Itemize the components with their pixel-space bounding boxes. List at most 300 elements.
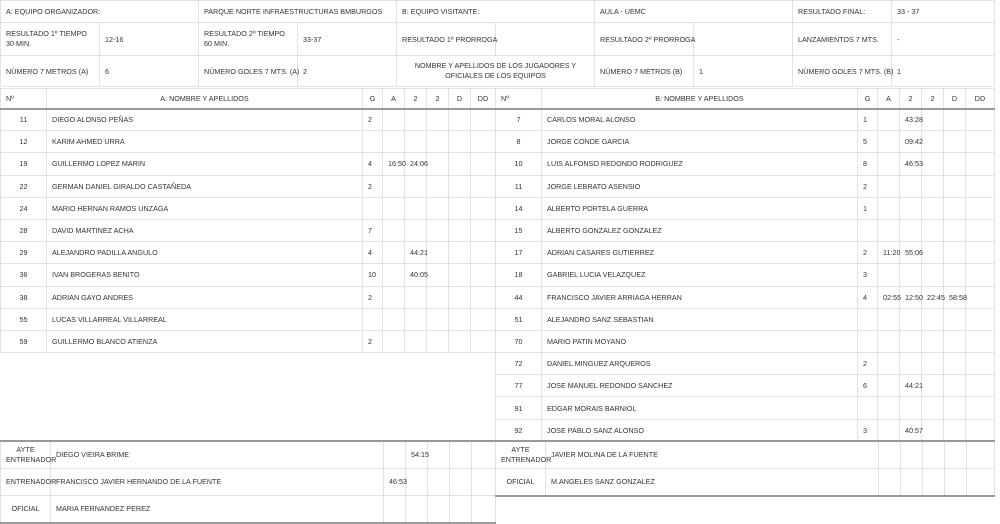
suspension2-time [922,419,944,441]
team-b-goals-header: G [858,89,878,109]
suspension1-time [405,286,427,308]
player-row [496,419,995,441]
team-a-players-table [0,88,496,353]
team-a-dq-report-header: DD [471,89,496,109]
player-name: KARIM AHMED URRA [47,131,363,153]
suspension2-time [922,131,944,153]
disqualification-time [449,219,471,241]
player-row [496,330,995,352]
official-name: FRANCISCO JAVIER HERNANDO DE LA FUENTE [51,468,384,495]
suspension2-time [922,353,944,375]
team-b-rows [496,109,995,442]
warning-time: 02:55 [878,286,900,308]
dq-report-time [966,419,995,441]
official-blank-cell [967,468,995,495]
player-name: GABRIEL LUCIA VELAZQUEZ [542,264,858,286]
player-row [1,330,496,352]
dq-report-time [471,286,496,308]
goals [363,197,383,219]
player-number: 70 [496,330,542,352]
goals: 2 [858,242,878,264]
suspension2-time [427,308,449,330]
warning-time [383,175,405,197]
official-warning-time [384,496,406,523]
goals: 8 [858,153,878,175]
player-row [1,308,496,330]
suspension2-time [427,330,449,352]
player-number: 29 [1,242,47,264]
player-name: LUCAS VILLARREAL VILLARREAL [47,308,363,330]
team-a-disqualification-header: D [449,89,471,109]
official-role: OFICIAL [496,468,546,495]
player-name: ALEJANDRO PADILLA ANGULO [47,242,363,264]
player-row [1,131,496,153]
disqualification-time [944,109,966,131]
official-warning-time [879,441,901,468]
suspension1-time: 44:21 [405,242,427,264]
goals: 2 [858,353,878,375]
summary-row-results [1,23,995,56]
player-number: 24 [1,197,47,219]
team-b-name-header: B: NOMBRE Y APELLIDOS [542,89,858,109]
player-number: 18 [496,264,542,286]
warning-time [383,286,405,308]
team-b-suspension1-header: 2 [900,89,922,109]
suspension1-time [900,308,922,330]
official-blank-cell [472,496,496,523]
suspension2-time [427,109,449,131]
player-row [496,242,995,264]
dq-report-time [966,397,995,419]
player-row [1,264,496,286]
official-role: AYTE ENTRENADOR [496,441,546,468]
suspension2-time [427,219,449,241]
player-row [496,109,995,131]
dq-report-time [471,109,496,131]
warning-time [878,219,900,241]
warning-time [878,109,900,131]
team-a-officials [1,441,496,523]
warning-time: 11:20 [878,242,900,264]
suspension1-time [900,397,922,419]
goals: 6 [858,375,878,397]
seven-meter-goals-b-label: NÚMERO GOLES 7 MTS. (B) [793,56,892,87]
warning-time [383,219,405,241]
goals: 2 [858,175,878,197]
suspension1-time [405,175,427,197]
official-name: DIEGO VIEIRA BRIME [51,441,384,468]
suspension2-time [427,153,449,175]
disqualification-time [449,197,471,219]
suspension2-time [427,264,449,286]
player-row [1,219,496,241]
suspension1-time: 55:06 [900,242,922,264]
seven-meter-throws-label: LANZAMIENTOS 7 MTS. [793,23,892,56]
suspension1-time: 44:21 [900,375,922,397]
player-name: JORGE CONDE GARCIA [542,131,858,153]
suspension2-time [922,397,944,419]
suspension1-time [405,131,427,153]
dq-report-time [471,242,496,264]
second-overtime-label: RESULTADO 2º PRORROGA [595,23,694,56]
player-row [1,153,496,175]
warning-time [878,375,900,397]
suspension2-time [922,197,944,219]
suspension1-time [405,197,427,219]
player-name: GERMAN DANIEL GIRALDO CASTAÑEDA [47,175,363,197]
suspension2-time [427,286,449,308]
dq-report-time [966,375,995,397]
player-name: ALEJANDRO SANZ SEBASTIAN [542,308,858,330]
warning-time [878,308,900,330]
dq-report-time [471,308,496,330]
suspension2-time [922,264,944,286]
suspension2-time: 22:45 [922,286,944,308]
suspension1-time: 09:42 [900,131,922,153]
official-blank-cell [472,441,496,468]
player-row [496,131,995,153]
disqualification-time [944,264,966,286]
goals: 2 [363,175,383,197]
player-name: DAVID MARTINEZ ACHA [47,219,363,241]
second-half-label: RESULTADO 2º TIEMPO 60 MIN. [199,23,298,56]
warning-time [878,264,900,286]
team-b-suspension2-header: 2 [922,89,944,109]
suspension1-time [405,109,427,131]
team-a-goals-header: G [363,89,383,109]
final-result-label: RESULTADO FINAL: [793,1,892,23]
seven-meter-goals-a-label: NÚMERO GOLES 7 MTS. (A) [199,56,298,87]
team-a-name-header: A: NOMBRE Y APELLIDOS [47,89,363,109]
dq-report-time [966,330,995,352]
suspension2-time [922,175,944,197]
player-number: 72 [496,353,542,375]
goals: 2 [363,330,383,352]
suspension1-time: 40:57 [900,419,922,441]
suspension2-time [427,175,449,197]
warning-time [383,109,405,131]
player-number: 77 [496,375,542,397]
dq-report-time [471,330,496,352]
player-name: DIEGO ALONSO PEÑAS [47,109,363,131]
disqualification-time [449,286,471,308]
official-row [496,468,995,495]
official-warning-time [384,441,406,468]
player-name: MARIO HERNAN RAMOS UNZAGA [47,197,363,219]
goals: 1 [858,109,878,131]
player-number: 51 [496,308,542,330]
team-b-officials [496,441,995,496]
warning-time [383,131,405,153]
player-name: CARLOS MORAL ALONSO [542,109,858,131]
official-name: JAVIER MOLINA DE LA FUENTE [546,441,879,468]
official-row [1,468,496,495]
seven-meters-a-value: 6 [100,56,199,87]
seven-meter-throws-value: - [892,23,995,56]
team-a-officials-table [0,440,496,524]
warning-time [383,264,405,286]
dq-report-time [471,153,496,175]
player-name: JOSE MANUEL REDONDO SANCHEZ [542,375,858,397]
official-warning-time [879,468,901,495]
player-row [496,264,995,286]
disqualification-time [944,397,966,419]
warning-time [878,131,900,153]
player-row [496,353,995,375]
suspension2-time [922,308,944,330]
player-number: 59 [1,330,47,352]
dq-report-time [966,353,995,375]
disqualification-time [449,242,471,264]
team-a-warning-header: A [383,89,405,109]
dq-report-time [966,308,995,330]
goals: 4 [363,153,383,175]
suspension2-time [427,242,449,264]
official-suspension-time [901,468,923,495]
visitor-team: AULA - UEMC [595,1,793,23]
second-overtime-value [694,23,793,56]
disqualification-time [944,175,966,197]
official-role: AYTE ENTRENADOR [1,441,51,468]
seven-meters-b-label: NÚMERO 7 METROS (B) [595,56,694,87]
goals: 7 [363,219,383,241]
official-disqualification-time [450,468,472,495]
player-row [496,397,995,419]
official-suspension-time [901,441,923,468]
second-half-value: 33-37 [298,23,397,56]
player-name: ADRIAN GAYO ANDRES [47,286,363,308]
goals [363,308,383,330]
seven-meters-b-value: 1 [694,56,793,87]
official-warning-time: 46:53 [384,468,406,495]
suspension1-time [405,330,427,352]
player-row [496,375,995,397]
team-a-rows [1,109,496,353]
player-number: 55 [1,308,47,330]
player-name: GUILLERMO BLANCO ATIENZA [47,330,363,352]
suspension1-time [405,308,427,330]
goals [363,131,383,153]
official-row [1,441,496,468]
warning-time [383,197,405,219]
official-role: OFICIAL [1,496,51,523]
suspension1-time [900,219,922,241]
disqualification-time [944,219,966,241]
player-name: MARIO PATIN MOYANO [542,330,858,352]
goals: 2 [363,109,383,131]
goals: 3 [858,419,878,441]
player-row [1,286,496,308]
player-name: GUILLERMO LOPEZ MARIN [47,153,363,175]
goals: 3 [858,264,878,286]
seven-meter-goals-b-value: 1 [892,56,995,87]
official-suspension-time [406,496,428,523]
suspension1-time [900,353,922,375]
disqualification-time [449,131,471,153]
disqualification-time [449,308,471,330]
dq-report-time [966,197,995,219]
official-suspension2-time [923,441,945,468]
team-b-header-row [496,89,995,109]
player-number: 91 [496,397,542,419]
warning-time [878,175,900,197]
disqualification-time [944,242,966,264]
player-name: IVAN BROGERAS BENITO [47,264,363,286]
team-b-dq-report-header: DD [966,89,995,109]
player-number: 36 [1,264,47,286]
disqualification-time [944,330,966,352]
warning-time [383,308,405,330]
official-name: M.ANGELES SANZ GONZALEZ [546,468,879,495]
team-b-warning-header: A [878,89,900,109]
suspension2-time [922,219,944,241]
player-row [1,242,496,264]
player-name: EDGAR MORAIS BARNIOL [542,397,858,419]
dq-report-time [966,153,995,175]
dq-report-time [471,175,496,197]
goals: 5 [858,131,878,153]
dq-report-time [966,109,995,131]
official-role: ENTRENADOR [1,468,51,495]
player-name: ALBERTO PORTELA GUERRA [542,197,858,219]
suspension1-time [900,330,922,352]
goals [858,308,878,330]
player-number: 14 [496,197,542,219]
player-number: 10 [496,153,542,175]
player-name: FRANCISCO JAVIER ARRIAGA HERRAN [542,286,858,308]
team-a-suspension1-header: 2 [405,89,427,109]
dq-report-time [471,197,496,219]
player-row [496,219,995,241]
player-number: 38 [1,286,47,308]
official-row [496,441,995,468]
dq-report-time [966,175,995,197]
suspension1-time [900,197,922,219]
disqualification-time [449,153,471,175]
disqualification-time [944,153,966,175]
first-half-value: 12-16 [100,23,199,56]
player-number: 44 [496,286,542,308]
seven-meters-a-label: NÚMERO 7 METROS (A) [1,56,100,87]
disqualification-time [944,419,966,441]
disqualification-time [944,353,966,375]
suspension2-time [922,153,944,175]
official-suspension2-time [923,468,945,495]
warning-time [878,197,900,219]
suspension1-time [900,264,922,286]
suspension2-time [922,375,944,397]
first-half-label: RESULTADO 1º TIEMPO 30 MIN. [1,23,100,56]
disqualification-time [449,264,471,286]
official-disqualification-time [945,441,967,468]
player-row [1,175,496,197]
team-b-officials-table [495,440,995,497]
warning-time [878,330,900,352]
player-number: 92 [496,419,542,441]
first-overtime-label: RESULTADO 1º PRORROGA [397,23,496,56]
player-row [496,153,995,175]
suspension2-time [427,131,449,153]
goals: 10 [363,264,383,286]
player-number: 15 [496,219,542,241]
dq-report-time [966,286,995,308]
player-name: LUIS ALFONSO REDONDO RODRIGUEZ [542,153,858,175]
goals [858,330,878,352]
players-officials-heading: NOMBRE Y APELLIDOS DE LOS JUGADORES Y OFICIALES DE LOS EQUIPOS [397,56,595,87]
suspension1-time: 43:28 [900,109,922,131]
final-result-value: 33 - 37 [892,1,995,23]
disqualification-time: 58:58 [944,286,966,308]
disqualification-time [944,375,966,397]
suspension1-time [900,175,922,197]
official-disqualification-time [450,496,472,523]
warning-time [878,397,900,419]
disqualification-time [944,131,966,153]
disqualification-time [944,197,966,219]
team-b-disqualification-header: D [944,89,966,109]
player-number: 22 [1,175,47,197]
match-summary [0,0,995,87]
dq-report-time [471,131,496,153]
official-suspension-time [406,468,428,495]
player-number: 12 [1,131,47,153]
summary-row-teams [1,1,995,23]
player-name: ALBERTO GONZALEZ GONZALEZ [542,219,858,241]
dq-report-time [966,264,995,286]
player-number: 11 [496,175,542,197]
player-row [496,175,995,197]
disqualification-time [449,330,471,352]
disqualification-time [449,109,471,131]
goals [858,397,878,419]
player-row [496,197,995,219]
player-name: ADRIAN CASARES GUTIERREZ [542,242,858,264]
goals: 1 [858,197,878,219]
summary-row-seven-meters [1,56,995,87]
goals: 4 [363,242,383,264]
suspension1-time: 46:53 [900,153,922,175]
organizer-label: A: EQUIPO ORGANIZADOR: [1,1,199,23]
player-number: 28 [1,219,47,241]
suspension1-time: 40:05 [405,264,427,286]
suspension2-time [922,109,944,131]
player-row [496,286,995,308]
visitor-label: B: EQUIPO VISITANTE: [397,1,595,23]
player-row [1,197,496,219]
warning-time [383,242,405,264]
dq-report-time [471,264,496,286]
dq-report-time [471,219,496,241]
suspension1-time [405,219,427,241]
team-a-suspension2-header: 2 [427,89,449,109]
official-disqualification-time [450,441,472,468]
disqualification-time [449,175,471,197]
official-name: MARIA FERNANDEZ PEREZ [51,496,384,523]
official-suspension2-time [428,468,450,495]
dq-report-time [966,242,995,264]
warning-time: 16:50 [383,153,405,175]
team-a-header-row [1,89,496,109]
official-suspension-time: 54:15 [406,441,428,468]
team-b-number-header: Nº [496,89,542,109]
official-blank-cell [967,441,995,468]
goals: 2 [363,286,383,308]
player-number: 8 [496,131,542,153]
team-b-players-table [495,88,995,442]
dq-report-time [966,131,995,153]
goals [858,219,878,241]
warning-time [878,419,900,441]
